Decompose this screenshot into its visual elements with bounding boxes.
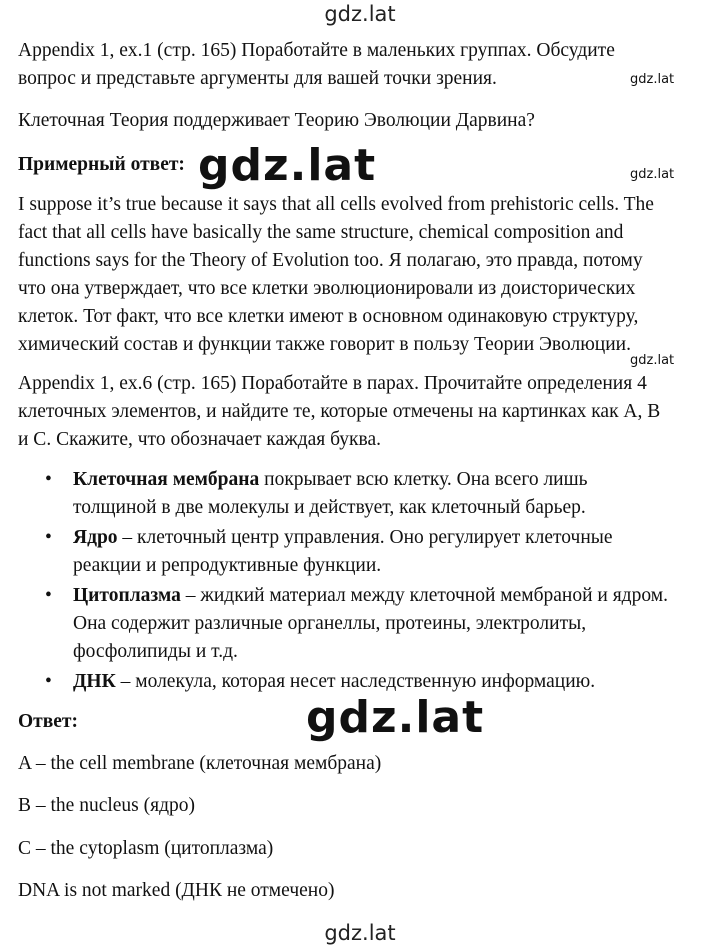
bullet-icon: • — [45, 527, 52, 548]
definitions-list — [18, 466, 708, 698]
term-dna: ДНК — [73, 671, 116, 692]
term-nucleus: Ядро — [73, 527, 118, 548]
term-cytoplasm: Цитоплазма — [73, 585, 181, 606]
watermark-bottom: gdz.lat — [324, 921, 396, 945]
bullet-icon: • — [45, 585, 52, 606]
answer-heading: Ответ: — [18, 711, 79, 732]
watermark-small-3: gdz.lat — [630, 353, 675, 368]
answer-c: C – the cytoplasm (цитоплазма) — [18, 838, 274, 859]
answer-line3: functions says for the Theory of Evolution too. Я полагаю, это правда, потому — [18, 250, 643, 271]
answer-line5: клеток. Тот факт, что все клетки имеют в основном одинаковую структуру, — [18, 306, 639, 327]
watermark-small-1: gdz.lat — [630, 72, 675, 87]
answer-dna: DNA is not marked (ДНК не отмечено) — [18, 880, 335, 901]
answer-line1: I suppose it’s true because it says that all cells evolved from prehistoric cells. The — [18, 194, 654, 215]
list-item-cytoplasm — [18, 582, 708, 666]
exercise6-line2: клеточных элементов, и найдите те, которые отмечены на картинках как A, B — [18, 401, 661, 422]
question-text: Клеточная Теория поддерживает Теорию Эволюции Дарвина? — [18, 110, 535, 131]
exercise1-line2: вопрос и представьте аргументы для вашей точки зрения. — [18, 68, 497, 89]
exercise6-instruction — [18, 370, 708, 454]
answer-a: A – the cell membrane (клеточная мембрана) — [18, 753, 382, 774]
watermark-big-1: gdz.lat — [198, 140, 377, 191]
definition-cytoplasm-line1: – жидкий материал между клеточной мембраной и ядром. — [180, 585, 668, 606]
list-item-nucleus — [18, 524, 708, 580]
exercise6-line1: Appendix 1, ex.6 (стр. 165) Поработайте в парах. Прочитайте определения 4 — [18, 373, 647, 394]
watermark-top: gdz.lat — [324, 2, 396, 26]
watermark-big-2: gdz.lat — [306, 692, 485, 743]
answer-line6: химический состав и функции также говорит в пользу Теории Эволюции. — [18, 334, 631, 355]
definition-cytoplasm-line3: фосфолипиды и т.д. — [73, 641, 238, 662]
term-membrane: Клеточная мембрана — [73, 469, 260, 490]
definition-membrane-line1: покрывает всю клетку. Она всего лишь — [259, 469, 588, 490]
definition-cytoplasm-line2: Она содержит различные органеллы, протеины, электролиты, — [73, 613, 587, 634]
bullet-icon: • — [45, 671, 52, 692]
answer-line2: fact that all cells have basically the same structure, chemical composition and — [18, 222, 624, 243]
answer-line4: что она утверждает, что все клетки эволюционировали из доисторических — [18, 278, 636, 299]
watermark-small-2: gdz.lat — [630, 167, 675, 182]
exercise6-line3: и C. Скажите, что обозначает каждая буква. — [18, 429, 381, 450]
exercise1-line1: Appendix 1, ex.1 (стр. 165) Поработайте в маленьких группах. Обсудите — [18, 40, 615, 61]
list-item-membrane — [18, 466, 708, 522]
bullet-icon: • — [45, 469, 52, 490]
definition-nucleus-line1: – клеточный центр управления. Оно регулирует клеточные — [117, 527, 613, 548]
answer-paragraph — [18, 191, 708, 359]
answer-b: B – the nucleus (ядро) — [18, 795, 196, 816]
definition-membrane-line2: толщиной в две молекулы и действует, как клеточный барьер. — [73, 497, 586, 518]
definition-dna-line1: – молекула, которая несет наследственную информацию. — [115, 671, 596, 692]
exercise1-instruction — [18, 37, 708, 93]
definition-nucleus-line2: реакции и репродуктивные функции. — [73, 555, 382, 576]
sample-answer-heading: Примерный ответ: — [18, 154, 185, 175]
